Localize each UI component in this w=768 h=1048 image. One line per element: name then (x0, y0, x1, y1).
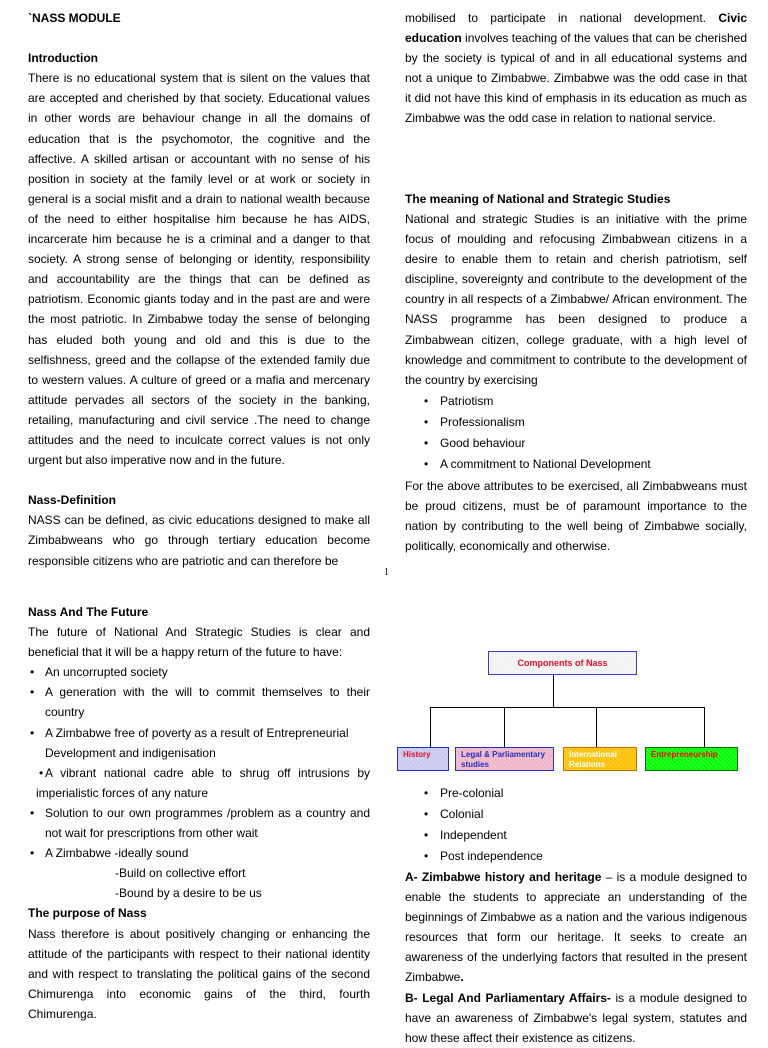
list-item: • Pre-colonial (405, 783, 747, 804)
list-item: • A generation with the will to commit themselves to their country (28, 682, 370, 722)
list-item: • A vibrant national cadre able to shrug off intrusions by imperialistic forces of any nature (28, 763, 370, 803)
list-item: • Post independence (405, 846, 747, 867)
sub-point: -Build on collective effort (115, 866, 246, 881)
legal-module-paragraph: B- Legal And Parliamentary Affairs- is a module designed to have an awareness of Zimbabwe's legal system, statutes and how these affect their existence as citizens. (405, 990, 747, 1045)
connector-line (430, 707, 705, 708)
civic-education-term: Civic education (405, 11, 747, 46)
attributes-list (405, 391, 747, 475)
list-item: • A Zimbabwe -ideally sound (28, 843, 370, 863)
diagram-branch-legal: Legal & Parliamentary studies (455, 747, 554, 771)
meaning-paragraph: National and strategic Studies is an initiative with the prime focus of moulding and refocusing Zimbabwean citizens in a desire to enable them to retain and cherish patriotism, self discipline, sovereignty and contribute to the development of the country in all respects of a Zimbabwe/ African environment. The NASS programme has been designed to produce a Zimbabwean citizen, college graduate, with a high level of knowledge and commitment to contribute to the development of the country by exercising (405, 211, 747, 387)
closing-paragraph: For the above attributes to be exercised, all Zimbabweans must be proud citizens, must be of paramount importance to the nation by contributing to the well being of Zimbabwe socially, politically, economically and otherwise. (405, 478, 747, 554)
list-item: • Colonial (405, 804, 747, 825)
top-left-column (28, 8, 370, 571)
sub-point: -Bound by a desire to be us (115, 886, 262, 901)
connector-line (430, 707, 431, 747)
introduction-paragraph: There is no educational system that is silent on the values that are accepted and cherished by that society. Educational values in other words are behaviour change in all the domains of education that is the psychomotor, the cognitive and the affective. A skilled artisan or accountant with no sense of his position in society at the family level or at work or society in general is a social misfit and a drain to national wealth because of the need to either hospitalise him because he has AIDS, incarcerate him because he is a criminal and a danger to that society. A strong sense of belonging or identity, responsibility and accountability are the things that can be defined as patriotism. Economic giants today and in the past are and were the most patriotic. In Zimbabwe today the sense of belonging has eluded both young and old and this is due to the selfishness, greed and the collapse of the extended family due to western values. A culture of greed or a mafia and mercenary attitude pervades all sectors of the society in the banking, retailing, manufacturing and civil service .The need to change attitudes and the need to inculcate correct values is not only urgent but also imperative now and in the future. (28, 71, 370, 468)
list-item: • Professionalism (405, 412, 747, 433)
definition-paragraph: NASS can be defined, as civic educations designed to make all Zimbabweans who go through tertiary education become responsible citizens who are patriotic and can therefore be (28, 513, 370, 568)
diagram-root-box: Components of Nass (488, 651, 637, 675)
diagram-branch-entrepreneurship: Entrepreneurship (645, 747, 738, 771)
purpose-paragraph: Nass therefore is about positively changing or enhancing the attitude of the participants with respect to their national identity and with respect to translating the political gains of the second Chimurenga into economic gains of the third, fourth Chimurenga. (28, 926, 370, 1021)
meaning-heading: The meaning of National and Strategic Studies (405, 191, 671, 206)
civic-education-paragraph: mobilised to participate in national development. Civic education involves teaching of the values that can be cherished by the society is typical of and in all educational systems and not a unique to Zimbabwe. Zimbabwe was the odd case in that it did not have this kind of emphasis in its education as much as Zimbabwe was the odd case in relation to national service. (405, 11, 747, 126)
list-item: • A commitment to National Development (405, 454, 747, 475)
future-paragraph: The future of National And Strategic Studies is clear and beneficial that it will be a happy return of the future to have: (28, 625, 370, 660)
connector-line (704, 707, 705, 747)
connector-line (553, 675, 554, 707)
periods-list (405, 783, 747, 867)
list-item: • An uncorrupted society (28, 662, 370, 682)
list-item: • Independent (405, 825, 747, 846)
diagram-branch-history: History (397, 747, 449, 771)
connector-line (504, 707, 505, 747)
list-item: • Patriotism (405, 391, 747, 412)
introduction-heading: Introduction (28, 51, 98, 66)
bottom-right-column (405, 783, 747, 1048)
document-title: `NASS MODULE (28, 11, 121, 25)
history-module-paragraph: A- Zimbabwe history and heritage – is a module designed to enable the students to appreciate an understanding of the beginnings of Zimbabwe as a nation and the various indigenous resources that form our heritage. It seeks to create an awareness of the underlying factors that resulted in the present Zimbabwe. (405, 870, 748, 985)
list-item: • Solution to our own programmes /problem as a country and not wait for prescriptions from other wait (28, 803, 370, 843)
page-number: 1 (384, 567, 389, 578)
list-item: • A Zimbabwe free of poverty as a result of Entrepreneurial Development and indigenisation (28, 723, 370, 763)
definition-heading: Nass-Definition (28, 493, 117, 508)
bottom-left-column (28, 602, 370, 1024)
future-heading: Nass And The Future (28, 605, 149, 619)
diagram-branch-international: International Relations (563, 747, 637, 771)
top-right-column (405, 8, 747, 556)
future-list (28, 662, 370, 863)
connector-line (596, 707, 597, 747)
list-item: • Good behaviour (405, 433, 747, 454)
purpose-heading: The purpose of Nass (28, 906, 147, 921)
